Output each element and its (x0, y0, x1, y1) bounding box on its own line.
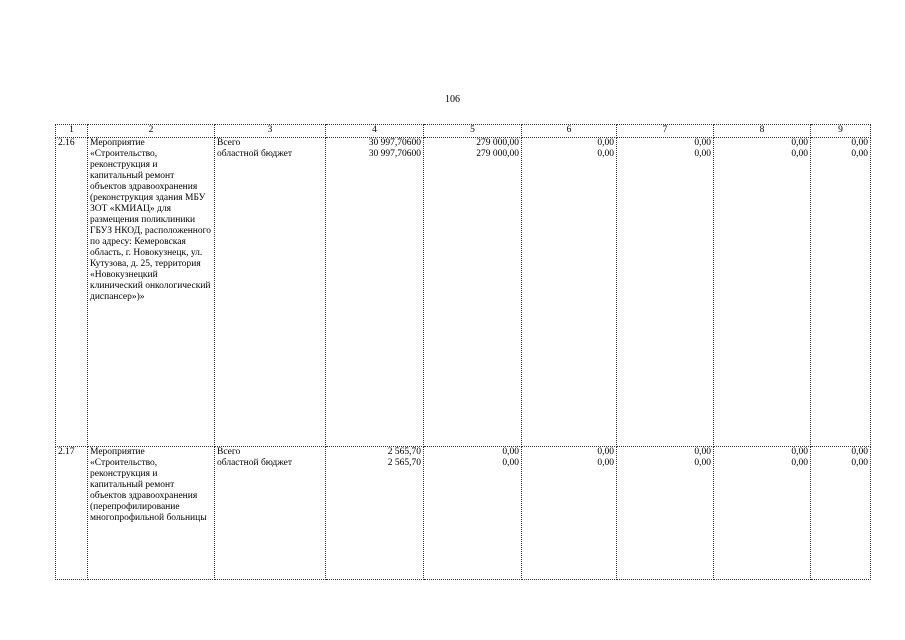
value: 0,00 (851, 458, 868, 468)
value: 0,00 (597, 447, 614, 457)
value-cell-9 (811, 447, 871, 580)
header-cell: 9 (811, 125, 871, 138)
page-number: 106 (445, 94, 460, 105)
header-cell: 2 (88, 125, 215, 138)
value-cell-8 (714, 138, 811, 447)
value-cell-7 (617, 138, 714, 447)
value: 0,00 (597, 458, 614, 468)
funding-source-cell (215, 138, 326, 447)
header-cell: 5 (424, 125, 522, 138)
budget-table (55, 124, 871, 580)
row-id: 2.17 (56, 447, 88, 580)
funding-source-cell (215, 447, 326, 580)
funding-source: Всего (217, 447, 241, 457)
value: 2 565,70 (387, 458, 421, 468)
table-row (56, 447, 871, 580)
value: 0,00 (597, 149, 614, 159)
value: 0,00 (851, 447, 868, 457)
header-cell: 6 (522, 125, 617, 138)
row-description (88, 138, 215, 447)
value: 0,00 (851, 149, 868, 159)
value-cell-7 (617, 447, 714, 580)
value-cell-4 (326, 138, 424, 447)
value: 0,00 (851, 138, 868, 148)
value: 279 000,00 (476, 149, 519, 159)
funding-source: областной бюджет (217, 149, 293, 159)
value: 2 565,70 (387, 447, 421, 457)
value: 0,00 (502, 447, 519, 457)
value: 30 997,70600 (368, 149, 421, 159)
header-row (56, 125, 871, 138)
row-description-text: Мероприятие «Строительство, реконструкция и капитальный ремонт объектов здравоохранения (реконструкция здания МБУ ЗОТ «КМИАЦ» для размещения поликлиники ГБУЗ НКОД, расположенного по адресу: Кемеровская область, г. Новокузнецк, ул. Кутузова, д. 25, территория «Новокузнецкий клинический онкологический диспансер»)» (90, 138, 212, 302)
value-cell-6 (522, 447, 617, 580)
funding-source: областной бюджет (217, 458, 293, 468)
value: 0,00 (694, 447, 711, 457)
value-cell-8 (714, 447, 811, 580)
value-cell-4 (326, 447, 424, 580)
value: 0,00 (694, 138, 711, 148)
row-id: 2.16 (56, 138, 88, 447)
value-cell-9 (811, 138, 871, 447)
table-row (56, 138, 871, 447)
funding-source: Всего (217, 138, 241, 148)
value-cell-5 (424, 138, 522, 447)
header-cell: 8 (714, 125, 811, 138)
value: 0,00 (694, 458, 711, 468)
value-cell-5 (424, 447, 522, 580)
value: 0,00 (597, 138, 614, 148)
header-cell: 1 (56, 125, 88, 138)
row-description-text: Мероприятие «Строительство, реконструкция и капитальный ремонт объектов здравоохранения (перепрофилирование многопрофильной больницы (90, 447, 207, 523)
header-cell: 4 (326, 125, 424, 138)
row-description (88, 447, 215, 580)
value: 0,00 (791, 138, 808, 148)
value: 279 000,00 (476, 138, 519, 148)
header-cell: 7 (617, 125, 714, 138)
value: 30 997,70600 (368, 138, 421, 148)
value: 0,00 (694, 149, 711, 159)
value: 0,00 (791, 447, 808, 457)
value: 0,00 (791, 458, 808, 468)
header-cell: 3 (215, 125, 326, 138)
value: 0,00 (791, 149, 808, 159)
value-cell-6 (522, 138, 617, 447)
value: 0,00 (502, 458, 519, 468)
